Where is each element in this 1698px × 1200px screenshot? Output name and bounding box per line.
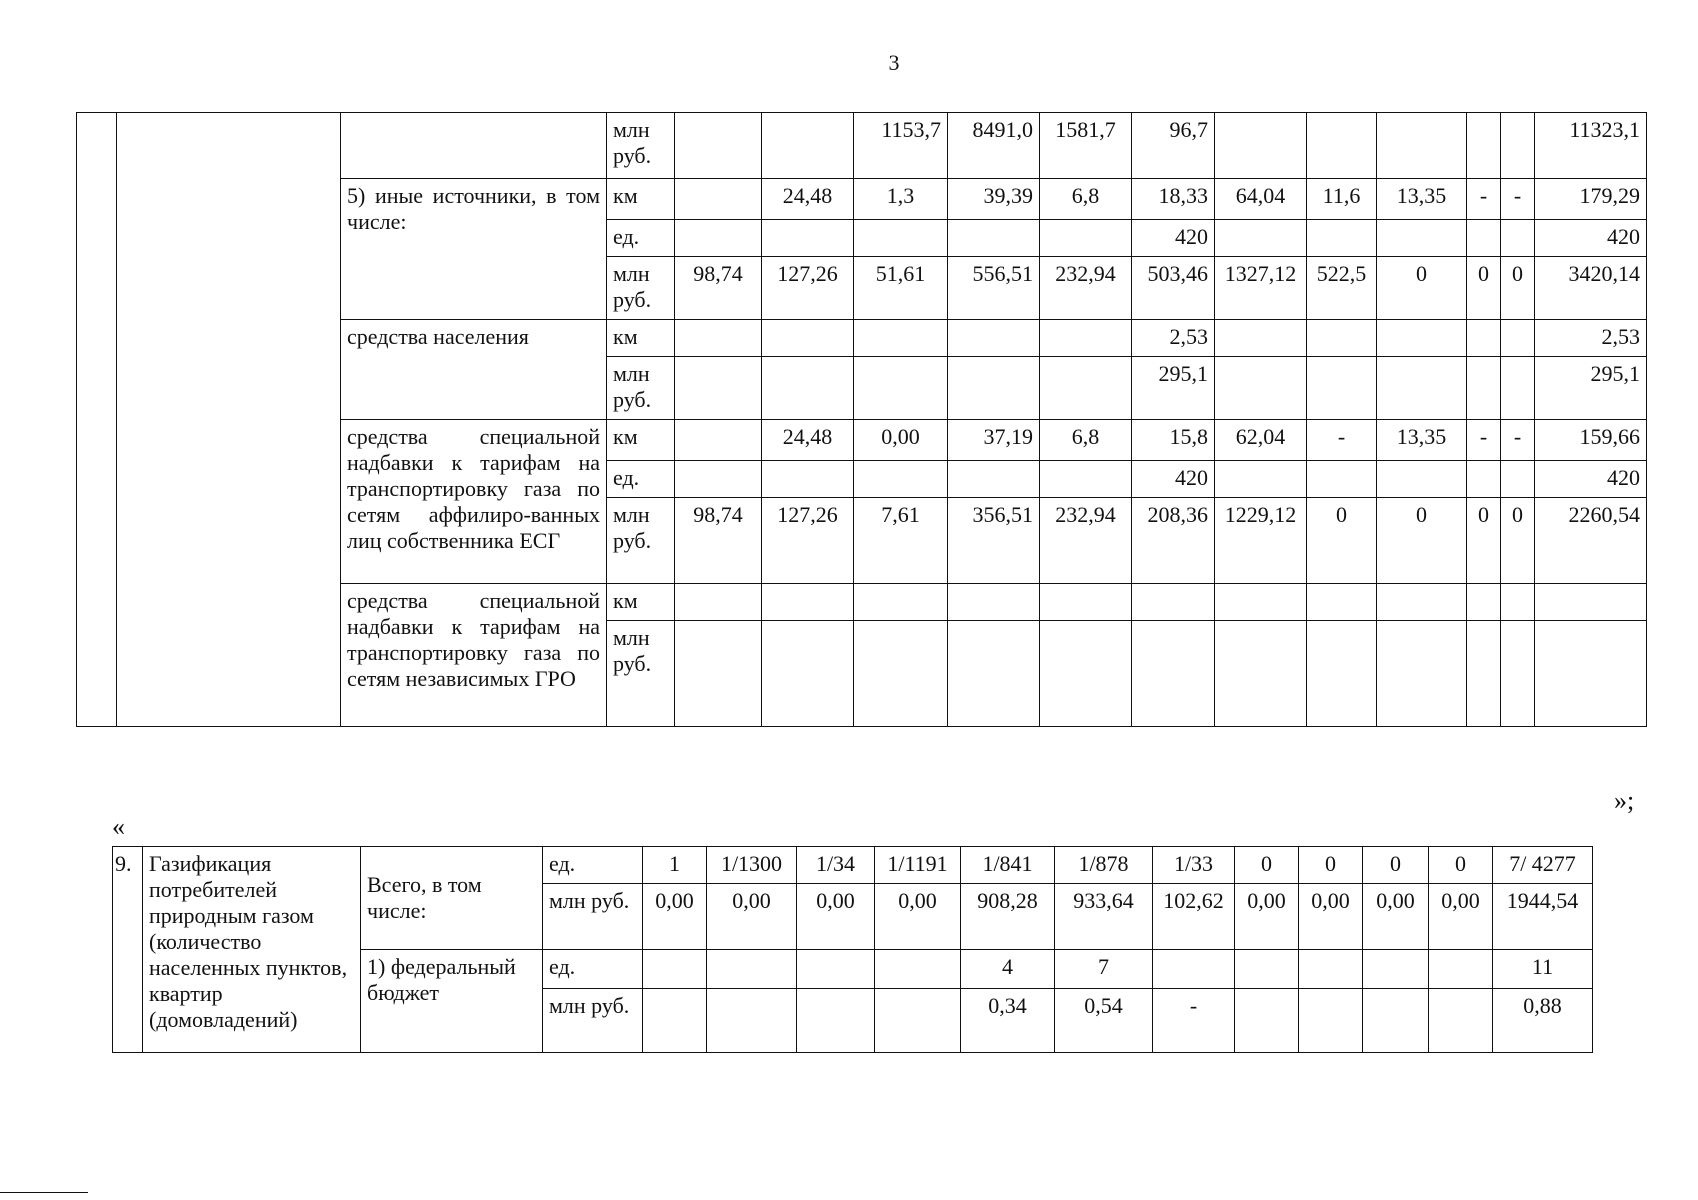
value-cell: 0,00 [1299,884,1363,950]
gasification-table [112,846,1593,1053]
value-cell: 0,00 [1429,884,1493,950]
value-cell [1429,950,1493,989]
value-cell: 1/1300 [707,847,797,884]
value-cell: 0,88 [1493,989,1593,1053]
unit-cell: ед. [543,847,643,884]
value-cell [707,989,797,1053]
value-cell: 0,00 [707,884,797,950]
value-cell [875,989,961,1053]
value-cell: 7,61 [854,498,948,584]
value-cell [1307,461,1377,498]
value-cell [675,113,762,179]
unit-cell: ед. [543,950,643,989]
value-cell: 98,74 [675,257,762,320]
value-cell: 0,00 [875,884,961,950]
value-cell [1363,950,1429,989]
value-cell: 1/841 [961,847,1055,884]
value-cell [762,320,854,357]
value-cell: 232,94 [1040,498,1132,584]
source-label: Всего, в том числе: [361,847,543,950]
unit-cell: км [607,584,675,621]
value-cell: 127,26 [762,257,854,320]
value-cell [1501,621,1535,727]
closing-quote: »; [1614,786,1635,815]
value-cell [854,357,948,420]
value-cell [675,420,762,461]
value-cell [1307,584,1377,621]
value-cell: 0,54 [1055,989,1153,1053]
value-cell: - [1153,989,1235,1053]
value-cell: 98,74 [675,498,762,584]
value-cell: 1153,7 [854,113,948,179]
unit-cell: млн руб. [607,621,675,727]
value-cell: 15,8 [1132,420,1215,461]
value-cell: 0 [1235,847,1299,884]
value-cell [854,584,948,621]
value-cell [762,220,854,257]
unit-cell: км [607,420,675,461]
value-cell [1235,950,1299,989]
value-cell [1215,584,1307,621]
value-cell [1132,584,1215,621]
value-cell: 0,34 [961,989,1055,1053]
value-cell: 11,6 [1307,179,1377,220]
value-cell: 1327,12 [1215,257,1307,320]
value-cell [1215,113,1307,179]
value-cell [1467,320,1501,357]
value-cell [797,950,875,989]
source-label: средства специальной надбавки к тарифам на транспортировку газа по сетям аффилиро-ванных лиц собственника ЕСГ [341,420,607,584]
value-cell: 1/34 [797,847,875,884]
unit-cell: млн руб. [607,257,675,320]
value-cell: - [1467,420,1501,461]
value-cell: 0,00 [1363,884,1429,950]
value-cell: 522,5 [1307,257,1377,320]
value-cell: 1/878 [1055,847,1153,884]
value-cell: 62,04 [1215,420,1307,461]
value-cell [1307,357,1377,420]
value-cell [854,461,948,498]
value-cell [675,357,762,420]
value-cell: 1944,54 [1493,884,1593,950]
value-cell [675,220,762,257]
value-cell [1215,461,1307,498]
funding-table-continued [76,112,1647,727]
value-cell [1040,621,1132,727]
value-cell: 179,29 [1535,179,1647,220]
value-cell: 24,48 [762,420,854,461]
value-cell: 0 [1299,847,1363,884]
value-cell [948,584,1040,621]
value-cell: 0 [1363,847,1429,884]
value-cell [1501,461,1535,498]
value-cell: 0 [1377,257,1467,320]
item-name: Газификация потребителей природным газом (количество населенных пунктов, квартир (домовладений) [143,847,361,1053]
value-cell [762,621,854,727]
value-cell: 1581,7 [1040,113,1132,179]
value-cell [1429,989,1493,1053]
value-cell [1040,320,1132,357]
value-cell [1307,220,1377,257]
value-cell [1307,621,1377,727]
value-cell: 0,00 [1235,884,1299,950]
value-cell [1377,461,1467,498]
value-cell: 420 [1132,220,1215,257]
value-cell [643,989,707,1053]
value-cell [1040,584,1132,621]
value-cell: 0 [1467,498,1501,584]
value-cell [854,320,948,357]
value-cell [762,461,854,498]
value-cell [1377,320,1467,357]
value-cell: 420 [1535,220,1647,257]
value-cell: - [1307,420,1377,461]
value-cell [675,320,762,357]
value-cell: 127,26 [762,498,854,584]
value-cell: 295,1 [1132,357,1215,420]
value-cell: 11323,1 [1535,113,1647,179]
value-cell [1307,320,1377,357]
value-cell: - [1501,420,1535,461]
footnote-divider [0,1192,88,1193]
value-cell [1501,320,1535,357]
value-cell: 159,66 [1535,420,1647,461]
value-cell: 1/33 [1153,847,1235,884]
value-cell [1132,621,1215,727]
value-cell: 0 [1429,847,1493,884]
source-label [341,113,607,179]
value-cell: 232,94 [1040,257,1132,320]
value-cell [948,621,1040,727]
value-cell: 7 [1055,950,1153,989]
unit-cell: ед. [607,461,675,498]
value-cell [854,621,948,727]
value-cell [1535,621,1647,727]
value-cell [1501,113,1535,179]
value-cell [1215,320,1307,357]
value-cell [707,950,797,989]
value-cell: 503,46 [1132,257,1215,320]
value-cell [1299,989,1363,1053]
value-cell: 4 [961,950,1055,989]
value-cell [1307,113,1377,179]
value-cell [762,584,854,621]
value-cell [762,113,854,179]
item-number-cell [77,113,117,727]
value-cell: 7/ 4277 [1493,847,1593,884]
value-cell [1467,113,1501,179]
value-cell: 933,64 [1055,884,1153,950]
value-cell [1377,621,1467,727]
unit-cell: млн руб. [607,498,675,584]
value-cell: 2,53 [1132,320,1215,357]
value-cell: 0 [1501,498,1535,584]
value-cell [1467,461,1501,498]
value-cell [948,320,1040,357]
value-cell: 8491,0 [948,113,1040,179]
table-row [77,113,1647,179]
value-cell: 24,48 [762,179,854,220]
unit-cell: км [607,179,675,220]
value-cell [762,357,854,420]
value-cell: 908,28 [961,884,1055,950]
value-cell [1501,584,1535,621]
unit-cell: млн руб. [543,989,643,1053]
value-cell: 420 [1535,461,1647,498]
value-cell [948,461,1040,498]
value-cell: 1 [643,847,707,884]
value-cell [1377,584,1467,621]
unit-cell: ед. [607,220,675,257]
value-cell [1377,113,1467,179]
item-number: 9. [113,847,143,1053]
value-cell [675,461,762,498]
value-cell [1535,584,1647,621]
value-cell: 13,35 [1377,179,1467,220]
value-cell [675,621,762,727]
value-cell: 13,35 [1377,420,1467,461]
value-cell [1215,220,1307,257]
source-label: средства населения [341,320,607,420]
value-cell: 11 [1493,950,1593,989]
value-cell: 96,7 [1132,113,1215,179]
value-cell: 208,36 [1132,498,1215,584]
value-cell [1153,950,1235,989]
value-cell [1467,357,1501,420]
page-number: 3 [888,50,900,75]
value-cell [1215,621,1307,727]
value-cell: 0,00 [643,884,707,950]
table-row [113,847,1593,884]
value-cell: 39,39 [948,179,1040,220]
value-cell [1377,357,1467,420]
value-cell [854,220,948,257]
item-name-cell [117,113,341,727]
value-cell: 1229,12 [1215,498,1307,584]
value-cell: 0 [1307,498,1377,584]
value-cell: - [1467,179,1501,220]
value-cell: 64,04 [1215,179,1307,220]
value-cell [1040,357,1132,420]
value-cell: 0 [1377,498,1467,584]
value-cell [675,179,762,220]
value-cell [1299,950,1363,989]
value-cell [1235,989,1299,1053]
source-label: средства специальной надбавки к тарифам на транспортировку газа по сетям независимых ГРО [341,584,607,727]
value-cell: 51,61 [854,257,948,320]
value-cell [1215,357,1307,420]
value-cell [1467,220,1501,257]
unit-cell: млн руб. [607,357,675,420]
value-cell: 3420,14 [1535,257,1647,320]
value-cell: 556,51 [948,257,1040,320]
value-cell: 6,8 [1040,179,1132,220]
value-cell [1467,584,1501,621]
value-cell [1040,220,1132,257]
value-cell: 295,1 [1535,357,1647,420]
value-cell: 1,3 [854,179,948,220]
source-label: 1) федеральный бюджет [361,950,543,1053]
value-cell [675,584,762,621]
value-cell: 2,53 [1535,320,1647,357]
value-cell [1501,220,1535,257]
value-cell [1363,989,1429,1053]
value-cell [643,950,707,989]
value-cell: 356,51 [948,498,1040,584]
unit-cell: млн руб. [543,884,643,950]
value-cell: 0 [1467,257,1501,320]
value-cell [1501,357,1535,420]
opening-quote: « [112,812,125,841]
value-cell: 37,19 [948,420,1040,461]
value-cell [797,989,875,1053]
value-cell: 2260,54 [1535,498,1647,584]
value-cell [948,220,1040,257]
value-cell: 18,33 [1132,179,1215,220]
value-cell [1467,621,1501,727]
value-cell: 0,00 [797,884,875,950]
value-cell: 0 [1501,257,1535,320]
value-cell: - [1501,179,1535,220]
value-cell [1377,220,1467,257]
value-cell [948,357,1040,420]
unit-cell: км [607,320,675,357]
value-cell: 420 [1132,461,1215,498]
value-cell [1040,461,1132,498]
value-cell: 102,62 [1153,884,1235,950]
value-cell [875,950,961,989]
unit-cell: млн руб. [607,113,675,179]
value-cell: 1/1191 [875,847,961,884]
value-cell: 0,00 [854,420,948,461]
value-cell: 6,8 [1040,420,1132,461]
source-label: 5) иные источники, в том числе: [341,179,607,320]
